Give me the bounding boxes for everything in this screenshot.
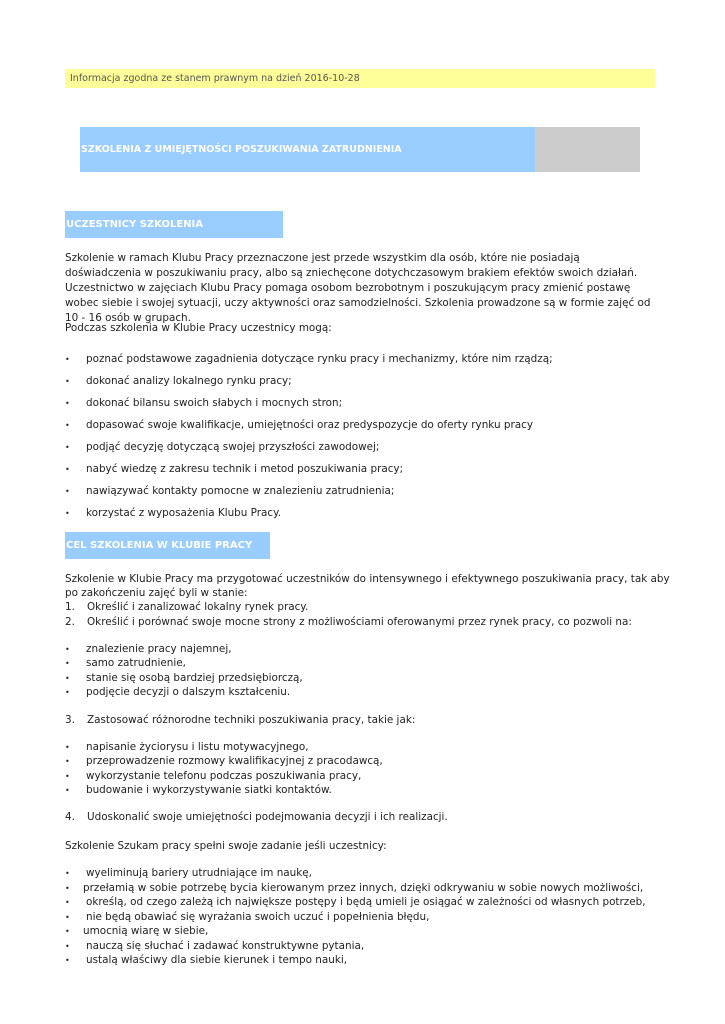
bullet-icon: •	[65, 883, 70, 893]
list-item: • samo zatrudnienie,	[65, 656, 665, 670]
list-item: • korzystać z wyposażenia Klubu Pracy.	[65, 506, 665, 528]
bullet-icon: •	[65, 509, 70, 518]
page-title: SZKOLENIA Z UMIEJĘTNOŚCI POSZUKIWANIA ZATRUDNIENIA	[80, 127, 535, 172]
bullet-icon: •	[65, 956, 70, 965]
bullet-icon: •	[65, 465, 70, 474]
bullet-icon: •	[65, 941, 70, 951]
participants-list	[65, 352, 665, 528]
list-item: • nawiązywać kontakty pomocne w znalezieniu zatrudnienia;	[65, 484, 665, 506]
list-item: • podjąć decyzję dotyczącą swojej przyszłości zawodowej;	[65, 440, 665, 462]
bullet-icon: •	[65, 785, 70, 795]
goal-step-1: 1. Określić i zanalizować lokalny rynek pracy.	[65, 601, 309, 613]
list-item: • przeprowadzenie rozmowy kwalifikacyjnej z pracodawcą,	[65, 754, 665, 768]
list-item: • dopasować swoje kwalifikacje, umiejętności oraz predyspozycje do oferty rynku pracy	[65, 418, 665, 440]
goal-heading: CEL SZKOLENIA W KLUBIE PRACY	[65, 532, 270, 559]
bullet-icon: •	[65, 912, 70, 922]
goal-step-2-list	[65, 642, 665, 699]
bullet-icon: •	[65, 673, 70, 683]
bullet-icon: •	[65, 927, 70, 936]
bullet-icon: •	[65, 443, 70, 452]
list-item: • nauczą się słuchać i zadawać konstruktywne pytania,	[65, 939, 665, 954]
list-item: • przełamią w sobie potrzebę bycia kierowanym przez innych, dzięki odkrywaniu w sobie nowych możliwości,	[65, 881, 665, 896]
success-intro: Szkolenie Szukam pracy spełni swoje zadanie jeśli uczestnicy:	[65, 840, 387, 852]
bullet-icon: •	[65, 421, 70, 430]
list-item: • wyeliminują bariery utrudniające im naukę,	[65, 866, 665, 881]
bullet-icon: •	[65, 869, 70, 878]
list-item: • umocnią wiarę w siebie,	[65, 924, 665, 939]
goal-step-3-list	[65, 740, 665, 797]
list-item: • znalezienie pracy najemnej,	[65, 642, 665, 656]
goal-step-4: 4. Udoskonalić swoje umiejętności podejmowania decyzji i ich realizacji.	[65, 811, 448, 823]
list-item: • dokonać analizy lokalnego rynku pracy;	[65, 374, 665, 396]
success-list	[65, 866, 665, 968]
bullet-icon: •	[65, 399, 70, 408]
list-item: • podjęcie decyzji o dalszym kształceniu.	[65, 685, 665, 699]
bullet-icon: •	[65, 757, 70, 767]
bullet-icon: •	[65, 687, 70, 697]
list-item: • nabyć wiedzę z zakresu technik i metod poszukiwania pracy;	[65, 462, 665, 484]
list-item: • wykorzystanie telefonu podczas poszukiwania pracy,	[65, 769, 665, 783]
bullet-icon: •	[65, 898, 70, 907]
list-item: • ustalą właściwy dla siebie kierunek i tempo nauki,	[65, 953, 665, 968]
goal-intro-line-1: Szkolenie w Klubie Pracy ma przygotować uczestników do intensywnego i efektywnego poszukiwania pracy, tak aby	[65, 573, 670, 585]
bullet-icon: •	[65, 487, 70, 496]
list-item: • budowanie i wykorzystywanie siatki kontaktów.	[65, 783, 665, 797]
list-item: • stanie się osobą bardziej przedsiębiorczą,	[65, 671, 665, 685]
list-item: • poznać podstawowe zagadnienia dotyczące rynku pracy i mechanizmy, które nim rządzą;	[65, 352, 665, 374]
list-item: • nie będą obawiać się wyrażania swoich uczuć i popełnienia błędu,	[65, 910, 665, 925]
bullet-icon: •	[65, 659, 70, 669]
bullet-icon: •	[65, 645, 70, 654]
participants-heading: UCZESTNICY SZKOLENIA	[65, 211, 283, 238]
list-item: • dokonać bilansu swoich słabych i mocnych stron;	[65, 396, 665, 418]
participants-intro: Podczas szkolenia w Klubie Pracy uczestnicy mogą:	[65, 322, 332, 334]
page-title-banner	[80, 127, 640, 172]
participants-description: Szkolenie w ramach Klubu Pracy przeznaczone jest przede wszystkim dla osób, które nie posiadają doświadczenia w poszukiwaniu pracy, albo są zniechęcone dotychczasowym brakiem efektów swoich działań. Uczestnictwo w zajęciach Klubu Pracy pomaga osobom bezrobotnym i poszukującym pracy zmienić postawę wobec siebie i swojej sytuacji, uczy aktywności oraz samodzielności. Szkolenia prowadzone są w formie zajęć od 10 - 16 osób w grupach.	[65, 252, 651, 324]
bullet-icon: •	[65, 377, 70, 386]
list-item: • napisanie życiorysu i listu motywacyjnego,	[65, 740, 665, 754]
bullet-icon: •	[65, 771, 70, 781]
bullet-icon: •	[65, 355, 70, 364]
list-item: • określą, od czego zależą ich największe postępy i będą umieli je osiągać w zależności od własnych potrzeb,	[65, 895, 665, 910]
goal-step-3: 3. Zastosować różnorodne techniki poszukiwania pracy, takie jak:	[65, 714, 416, 726]
goal-intro-line-2: po zakończeniu zajęć byli w stanie:	[65, 587, 248, 599]
bullet-icon: •	[65, 743, 70, 752]
legal-status-notice: Informacja zgodna ze stanem prawnym na dzień 2016-10-28	[65, 69, 655, 88]
goal-step-2: 2. Określić i porównać swoje mocne strony z możliwościami oferowanymi przez rynek pracy, co pozwoli na:	[65, 616, 632, 628]
